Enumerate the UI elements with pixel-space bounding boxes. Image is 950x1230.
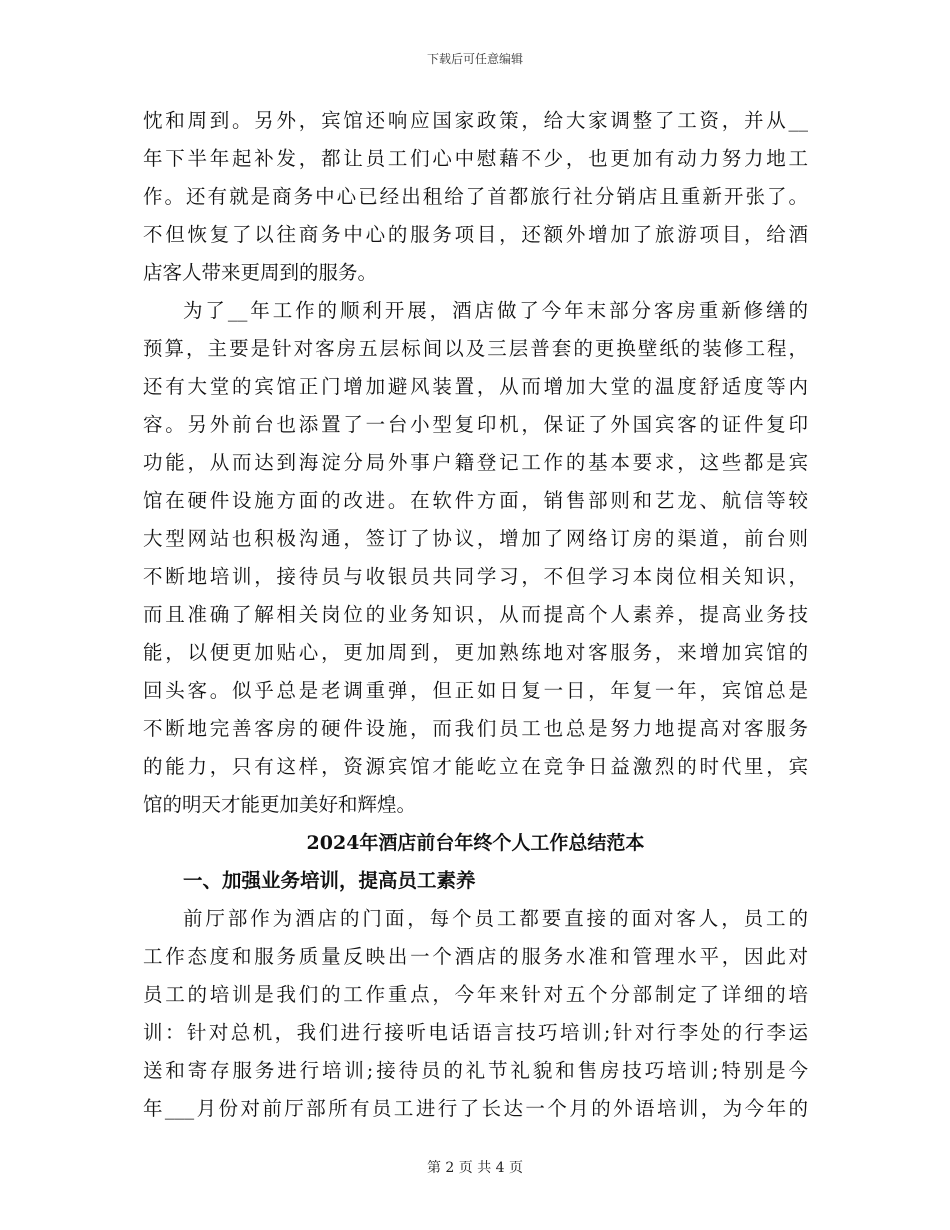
page-number: 第 2 页 共 4 页	[426, 1160, 524, 1176]
text-line: 功能，从而达到海淀分局外事户籍登记工作的基本要求，这些都是宾	[143, 451, 808, 474]
text-line: 不断地培训，接待员与收银员共同学习，不但学习本岗位相关知识，	[143, 565, 808, 588]
text-line: 回头客。似乎总是老调重弹，但正如日复一日，年复一年，宾馆总是	[143, 679, 808, 702]
text-line: 容。另外前台也添置了一台小型复印机，保证了外国宾客的证件复印	[143, 413, 808, 436]
text-line: 作。还有就是商务中心已经出租给了首都旅行社分销店且重新开张了。	[143, 185, 808, 208]
text-line: 馆的明天才能更加美好和辉煌。	[143, 793, 417, 816]
page-header: 下载后可任意编辑	[426, 52, 523, 66]
text-line: 还有大堂的宾馆正门增加避风装置，从而增加大堂的温度舒适度等内	[143, 375, 808, 398]
text-line: 忱和周到。另外，宾馆还响应国家政策，给大家调整了工资，并从__	[143, 109, 808, 132]
section-heading: 一、加强业务培训，提高员工素养	[183, 869, 476, 892]
text-line: 年___月份对前厅部所有员工进行了长达一个月的外语培训，为今年的	[143, 1097, 808, 1120]
text-line: 而且准确了解相关岗位的业务知识，从而提高个人素养，提高业务技	[143, 603, 808, 626]
text-line: 馆在硬件设施方面的改进。在软件方面，销售部则和艺龙、航信等较	[143, 489, 808, 512]
document-body	[143, 102, 808, 1128]
text-line: 能，以便更加贴心，更加周到，更加熟练地对客服务，来增加宾馆的	[143, 641, 808, 664]
text-line: 工作态度和服务质量反映出一个酒店的服务水准和管理水平，因此对	[143, 945, 808, 968]
text-line: 训：针对总机，我们进行接听电话语言技巧培训;针对行李处的行李运	[143, 1021, 808, 1044]
text-line: 店客人带来更周到的服务。	[143, 261, 378, 284]
text-line: 为了__年工作的顺利开展，酒店做了今年末部分客房重新修缮的	[183, 299, 808, 322]
text-line: 不断地完善客房的硬件设施，而我们员工也总是努力地提高对客服务	[143, 717, 808, 740]
text-line: 的能力，只有这样，资源宾馆才能屹立在竞争日益激烈的时代里，宾	[143, 755, 808, 778]
text-line: 年下半年起补发，都让员工们心中慰藉不少，也更加有动力努力地工	[143, 147, 808, 170]
document-title: 2024年酒店前台年终个人工作总结范本	[306, 832, 645, 854]
text-line: 大型网站也积极沟通，签订了协议，增加了网络订房的渠道，前台则	[143, 527, 808, 550]
text-line: 送和寄存服务进行培训;接待员的礼节礼貌和售房技巧培训;特别是今	[143, 1059, 808, 1082]
text-line: 预算，主要是针对客房五层标间以及三层普套的更换壁纸的装修工程，	[143, 337, 808, 360]
text-line: 不但恢复了以往商务中心的服务项目，还额外增加了旅游项目，给酒	[143, 223, 808, 246]
text-line: 前厅部作为酒店的门面，每个员工都要直接的面对客人，员工的	[183, 907, 808, 930]
text-line: 员工的培训是我们的工作重点，今年来针对五个分部制定了详细的培	[143, 983, 808, 1006]
